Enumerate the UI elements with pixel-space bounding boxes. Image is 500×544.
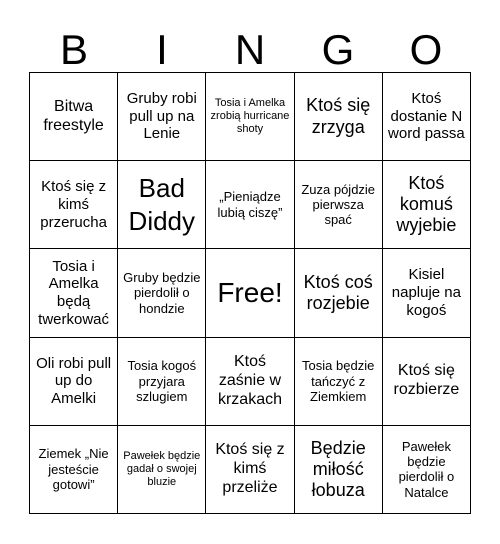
bingo-cell[interactable] [118, 426, 206, 514]
header-letter-i: I [156, 26, 168, 73]
bingo-cell[interactable] [118, 249, 206, 337]
cell-text: Ktoś zaśnie w krzakach [217, 352, 282, 408]
cell-text: Zuza pójdzie pierwsza spać [301, 181, 376, 228]
cell-text: Tosia i Amelka będą twerkować [38, 257, 110, 328]
bingo-cell[interactable] [206, 73, 294, 161]
cell-text: Pawełek będzie pierdolił o Natalce [398, 438, 455, 500]
bingo-header [30, 22, 470, 78]
bingo-cell[interactable] [383, 249, 471, 337]
free-space-text: Free! [217, 277, 283, 309]
cell-text: Tosia kogoś przyjara szlugiem [127, 358, 197, 404]
bingo-cell[interactable] [383, 338, 471, 426]
bingo-cell[interactable] [295, 73, 383, 161]
cell-text: Ktoś dostanie N word passa [388, 90, 465, 143]
bingo-cell[interactable] [383, 73, 471, 161]
bingo-cell[interactable] [295, 249, 383, 337]
cell-text: Pawełek będzie gadał o swojej bluzie [123, 449, 201, 488]
cell-text: Będzie miłość łobuza [310, 437, 366, 500]
cell-text: Oli robi pull up do Amelki [36, 354, 112, 408]
bingo-cell[interactable] [118, 73, 206, 161]
bingo-cell[interactable] [206, 338, 294, 426]
header-letter-g: G [321, 26, 355, 73]
bingo-cell-free[interactable] [206, 249, 294, 337]
bingo-cell[interactable] [30, 426, 118, 514]
cell-text: Kisiel napluje na kogoś [391, 266, 461, 319]
cell-text: Bad Diddy [128, 173, 196, 236]
bingo-cell[interactable] [206, 426, 294, 514]
header-letter-b: B [59, 26, 88, 73]
cell-text: Tosia i Amelka zrobią hurricane shoty [210, 97, 290, 136]
bingo-cell[interactable] [30, 161, 118, 249]
cell-text: Gruby będzie pierdolił o hondzie [123, 270, 201, 316]
cell-text: Ktoś się z kimś przerucha [40, 178, 107, 231]
cell-text: Tosia będzie tańczyć z Ziemkiem [302, 358, 375, 404]
bingo-board [29, 72, 471, 514]
cell-text: Ktoś komuś wyjebie [396, 172, 457, 236]
cell-text: Ktoś się rozbierze [393, 362, 460, 399]
header-letter-n: N [234, 26, 266, 73]
bingo-cell[interactable] [30, 73, 118, 161]
bingo-cell[interactable] [295, 426, 383, 514]
bingo-cell[interactable] [295, 338, 383, 426]
bingo-cell[interactable] [30, 249, 118, 337]
bingo-cell[interactable] [295, 161, 383, 249]
bingo-cell[interactable] [383, 161, 471, 249]
bingo-cell[interactable] [383, 426, 471, 514]
bingo-cell[interactable] [118, 338, 206, 426]
bingo-cell[interactable] [118, 161, 206, 249]
bingo-cell[interactable] [206, 161, 294, 249]
cell-text: Ktoś coś rozjebie [303, 271, 373, 313]
cell-text: Gruby robi pull up na Lenie [126, 90, 197, 143]
header-letter-o: O [409, 26, 443, 73]
bingo-cell[interactable] [30, 338, 118, 426]
cell-text: Ktoś się z kimś przeliże [215, 441, 285, 496]
cell-text: Ziemek „Nie jesteście gotowi” [38, 446, 109, 493]
cell-text: Ktoś się zrzyga [306, 95, 371, 137]
cell-text: Bitwa freestyle [43, 97, 104, 134]
cell-text: „Pieniądze lubią ciszę” [217, 189, 283, 220]
